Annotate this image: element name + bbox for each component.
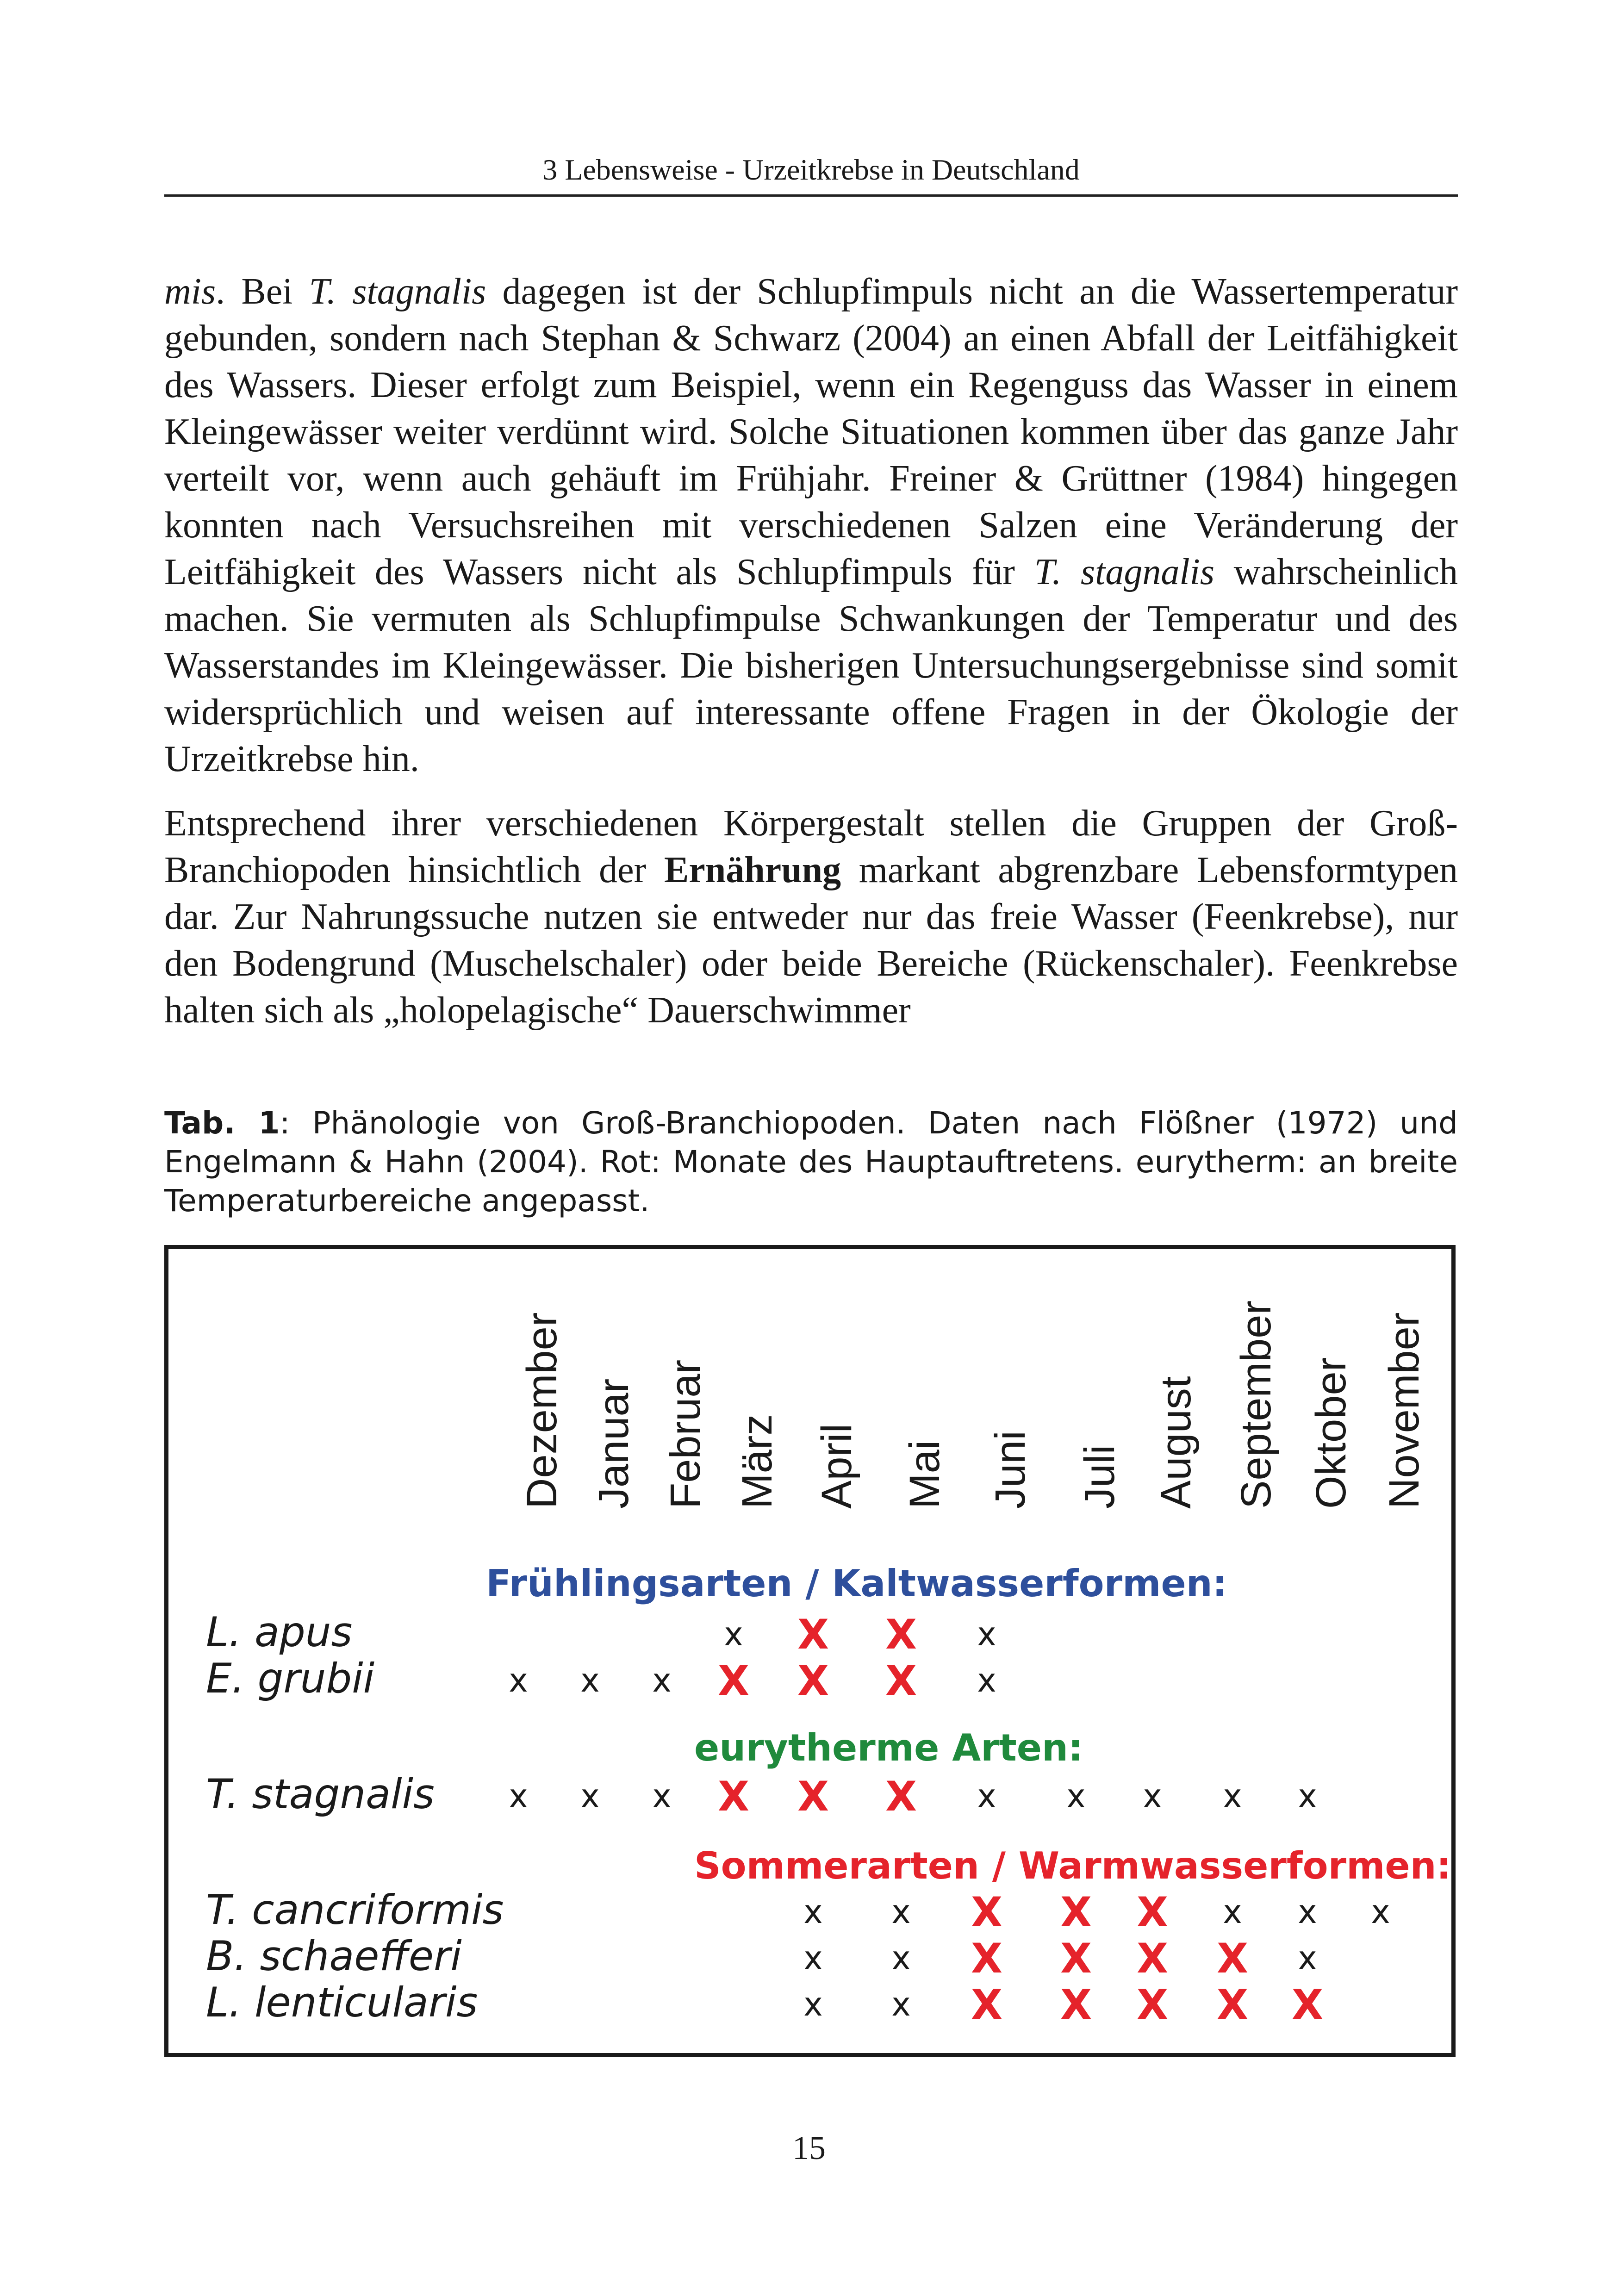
month-header-3: März <box>734 1414 781 1509</box>
occurrence-mark: x <box>1298 1777 1317 1815</box>
caption-text: Phänologie von Groß-Branchiopoden. Daten nach Flößner (1972) und Engelmann & Hahn (2004). Rot: Monate des Hauptauftretens. eurytherm: an breite Temperaturbereiche angepasst. <box>164 1105 1458 1219</box>
paragraph-2 <box>164 800 1458 1034</box>
occurrence-mark: x <box>724 1615 743 1653</box>
species-name: E. grubii <box>206 1655 375 1702</box>
occurrence-mark: x <box>1298 1893 1317 1931</box>
main-occurrence-mark: X <box>971 1981 1002 2028</box>
occurrence-mark: x <box>509 1777 528 1815</box>
occurrence-mark: x <box>580 1661 600 1699</box>
main-occurrence-mark: X <box>1060 1888 1092 1936</box>
month-header-1: Januar <box>590 1378 637 1509</box>
occurrence-mark: x <box>580 1777 600 1815</box>
main-occurrence-mark: X <box>1060 1935 1092 1982</box>
main-occurrence-mark: X <box>797 1611 829 1658</box>
species-name: T. stagnalis <box>206 1770 435 1818</box>
occurrence-mark: x <box>977 1615 996 1653</box>
main-occurrence-mark: X <box>1217 1981 1248 2028</box>
paragraph1-run: dagegen ist der Schlupfimpuls nicht an die Wassertemperatur gebunden, sondern nach Stephan & Schwarz (2004) an einen Abfall der Leitfähigkeit des Wassers. Dieser erfolgt zum Beispiel, wenn ein Regenguss das Wasser in einem Kleingewässer weiter verdünnt wird. Solche Situationen kommen über das ganze Jahr verteilt vor, wenn auch gehäuft im Frühjahr. Freiner & Grüttner (1984) hingegen konnten nach Versuchsreihen mit verschiedenen Salzen eine Veränderung der Leitfähigkeit des Wassers nicht als Schlupfimpuls für <box>164 271 1458 592</box>
occurrence-mark: x <box>1298 1939 1317 1977</box>
paragraph2-run: markant abgrenzbare Lebensformtypen dar. Zur Nahrungssuche nutzen sie entweder nur das freie Wasser (Feenkrebse), nur den Bodengrund (Muschelschaler) oder beide Bereiche (Rückenschaler). Feenkrebse halten sich als „holopelagische“ Dauerschwimmer <box>164 850 1458 1031</box>
occurrence-mark: x <box>1371 1893 1390 1931</box>
table-caption <box>164 1104 1458 1220</box>
month-header-0: Dezember <box>518 1312 566 1509</box>
main-occurrence-mark: X <box>1137 1981 1168 2028</box>
main-occurrence-mark: X <box>1060 1981 1092 2028</box>
caption-separator: : <box>280 1105 312 1141</box>
occurrence-mark: x <box>803 1939 823 1977</box>
occurrence-mark: x <box>652 1661 672 1699</box>
month-header-2: Februar <box>662 1359 709 1509</box>
main-occurrence-mark: X <box>971 1888 1002 1936</box>
main-occurrence-mark: X <box>885 1611 917 1658</box>
species-name: L. lenticularis <box>206 1979 478 2026</box>
main-occurrence-mark: X <box>1137 1935 1168 1982</box>
month-header-6: Juni <box>987 1431 1034 1509</box>
main-occurrence-mark: X <box>718 1773 749 1820</box>
occurrence-mark: x <box>1223 1777 1242 1815</box>
occurrence-mark: x <box>891 1985 911 2023</box>
main-occurrence-mark: X <box>797 1657 829 1705</box>
species-name: L. apus <box>206 1608 353 1656</box>
occurrence-mark: x <box>1066 1777 1086 1815</box>
month-header-4: April <box>813 1423 860 1509</box>
occurrence-mark: x <box>652 1777 672 1815</box>
month-header-10: Oktober <box>1307 1357 1355 1509</box>
occurrence-mark: x <box>1223 1893 1242 1931</box>
main-occurrence-mark: X <box>797 1773 829 1820</box>
paragraph2-run: Ernährung <box>664 850 841 890</box>
occurrence-mark: x <box>1143 1777 1162 1815</box>
main-occurrence-mark: X <box>1217 1935 1248 1982</box>
group-label-0: Frühlingsarten / Kaltwasserformen: <box>486 1562 1227 1605</box>
group-label-2: Sommerarten / Warmwasserformen: <box>694 1844 1451 1887</box>
caption-label: Tab. 1 <box>164 1105 280 1141</box>
paragraph1-run: T. stagnalis <box>1034 552 1214 592</box>
occurrence-mark: x <box>891 1893 911 1931</box>
paragraph1-run: wahrscheinlich machen. Sie vermuten als Schlupfimpulse Schwankungen der Temperatur und des Wasserstandes im Kleingewässer. Die bisherigen Untersuchungsergebnisse sind somit widersprüchlich und weisen auf interessante offene Fragen in der Ökologie der Urzeitkrebse hin. <box>164 552 1458 779</box>
paragraph2-run: Entsprechend ihrer verschiedenen Körpergestalt stellen die Gruppen der Groß-Branchiopoden hinsichtlich der <box>164 803 1458 890</box>
paragraph1-run: mis <box>164 271 216 312</box>
occurrence-mark: x <box>891 1939 911 1977</box>
species-name: T. cancriformis <box>206 1886 504 1934</box>
occurrence-mark: x <box>977 1661 996 1699</box>
main-occurrence-mark: X <box>885 1773 917 1820</box>
main-occurrence-mark: X <box>885 1657 917 1705</box>
occurrence-mark: x <box>803 1893 823 1931</box>
month-header-5: Mai <box>901 1440 948 1509</box>
page-number: 15 <box>792 2129 826 2166</box>
month-header-11: November <box>1381 1312 1428 1509</box>
main-occurrence-mark: X <box>971 1935 1002 1982</box>
paragraph1-run: . Bei <box>216 271 309 312</box>
month-header-8: August <box>1152 1376 1200 1509</box>
paragraph1-run: T. stagnalis <box>309 271 486 312</box>
group-label-1: eurytherme Arten: <box>694 1726 1083 1769</box>
species-name: B. schaefferi <box>206 1932 462 1980</box>
month-header-9: September <box>1232 1300 1280 1509</box>
running-head: 3 Lebensweise - Urzeitkrebse in Deutschland <box>542 153 1080 186</box>
occurrence-mark: x <box>977 1777 996 1815</box>
occurrence-mark: x <box>509 1661 528 1699</box>
paragraph-1 <box>164 268 1458 783</box>
main-occurrence-mark: X <box>718 1657 749 1705</box>
main-occurrence-mark: X <box>1137 1888 1168 1936</box>
occurrence-mark: x <box>803 1985 823 2023</box>
main-occurrence-mark: X <box>1292 1981 1323 2028</box>
month-header-7: Juli <box>1076 1444 1123 1509</box>
header-rule <box>164 194 1458 197</box>
body-text <box>164 268 1458 1052</box>
